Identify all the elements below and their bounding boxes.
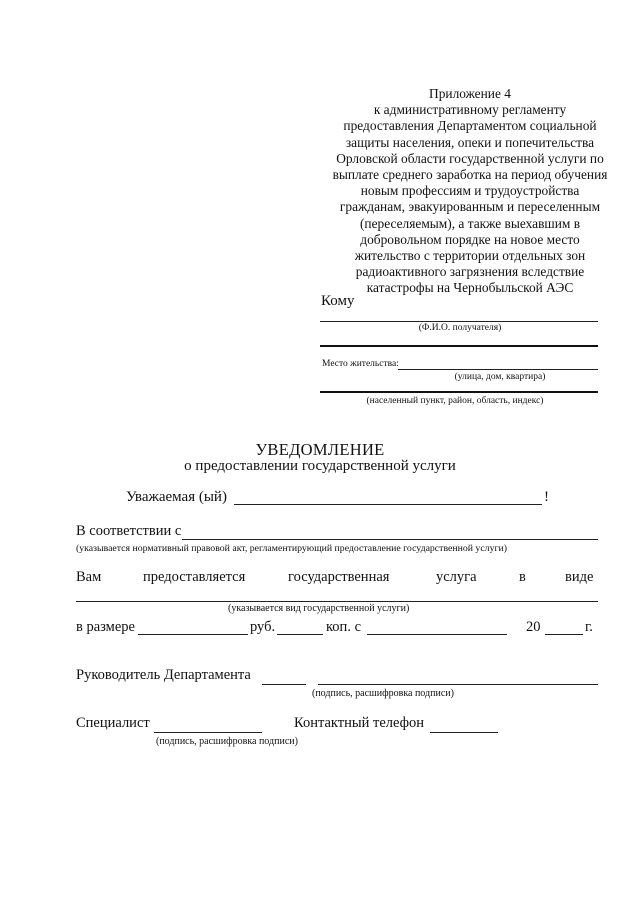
word-form: виде xyxy=(565,569,594,585)
appendix-line: радиоактивного загрязнения вследствие xyxy=(355,264,585,280)
act-caption: (указывается нормативный правовой акт, регламентирующий предоставление государственной услуги) xyxy=(76,543,507,554)
fio-line-2[interactable] xyxy=(320,345,598,347)
appendix-line: к административному регламенту xyxy=(373,102,567,118)
street-line[interactable] xyxy=(398,369,598,370)
phone-label: Контактный телефон xyxy=(294,715,425,731)
phone-line[interactable] xyxy=(430,732,498,733)
appendix-line: гражданам, эвакуированным и переселенным xyxy=(339,199,601,215)
date-line[interactable] xyxy=(367,634,507,635)
word-in: в xyxy=(519,569,526,585)
to-label: Кому xyxy=(321,293,355,309)
rub-line[interactable] xyxy=(138,634,248,635)
fio-line[interactable] xyxy=(320,321,598,322)
appendix-line: Орловской области государственной услуги по xyxy=(336,150,604,166)
fio-caption: (Ф.И.О. получателя) xyxy=(418,323,502,333)
word-provided: предоставляется xyxy=(143,569,246,585)
appendix-line: Приложение 4 xyxy=(429,86,511,101)
appendix-line: новым профессиям и трудоустройства xyxy=(360,183,580,199)
head-signature-line[interactable] xyxy=(262,684,306,685)
head-caption: (подпись, расшифровка подписи) xyxy=(312,688,454,699)
g-label: г. xyxy=(585,619,593,635)
appendix-header xyxy=(328,86,612,297)
street-caption: (улица, дом, квартира) xyxy=(454,372,546,382)
service-line[interactable] xyxy=(76,601,598,602)
specialist-label: Специалист xyxy=(76,715,150,731)
specialist-caption: (подпись, расшифровка подписи) xyxy=(156,736,298,747)
greeting-label: Уважаемая (ый) xyxy=(126,489,227,505)
kop-label: коп. с xyxy=(326,619,362,635)
appendix-line: жительство с территории отдельных зон xyxy=(354,248,586,264)
act-line[interactable] xyxy=(182,539,598,540)
word-service: услуга xyxy=(436,569,477,585)
accordance-label: В соответствии с xyxy=(76,523,182,539)
appendix-line: (переселяемым), а также выехавшим в xyxy=(359,215,581,231)
word-vam: Вам xyxy=(76,569,102,585)
appendix-line: выплате среднего заработка на период обучения xyxy=(332,167,608,183)
rub-label: руб. xyxy=(250,619,276,635)
year-label: 20 xyxy=(526,619,541,635)
appendix-line: катастрофы на Чернобыльской АЭС xyxy=(366,280,574,296)
service-caption: (указывается вид государственной услуги) xyxy=(228,603,410,614)
head-label: Руководитель Департамента xyxy=(76,667,251,683)
greeting-line[interactable] xyxy=(234,504,542,505)
word-state: государственная xyxy=(288,569,390,585)
greeting-exclamation: ! xyxy=(544,489,549,505)
settlement-caption: (населенный пункт, район, область, индекс) xyxy=(366,396,544,406)
appendix-line: защиты населения, опеки и попечительства xyxy=(345,134,595,150)
kop-line[interactable] xyxy=(277,634,323,635)
notice-title: УВЕДОМЛЕНИЕ xyxy=(255,440,385,459)
settlement-line[interactable] xyxy=(320,391,598,393)
year-line[interactable] xyxy=(545,634,583,635)
residence-label: Место жительства: xyxy=(322,359,399,369)
head-name-line[interactable] xyxy=(318,684,598,685)
specialist-line[interactable] xyxy=(154,732,262,733)
notice-subtitle: о предоставлении государственной услуги xyxy=(184,458,456,474)
amount-label: в размере xyxy=(76,619,135,635)
appendix-line: добровольном порядке на новое место xyxy=(360,231,580,247)
appendix-line: предоставления Департаментом социальной xyxy=(343,118,597,134)
